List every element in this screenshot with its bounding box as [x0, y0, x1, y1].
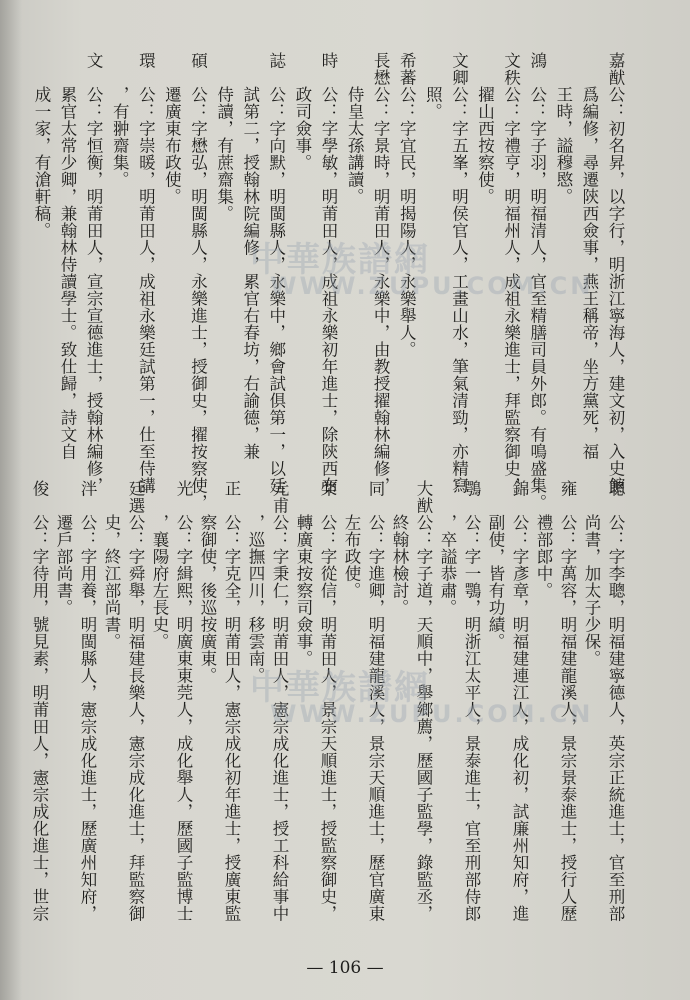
text-column: 鶚 公：字一鶚，明浙江太平人，景泰進士，官至刑部侍郎: [462, 480, 481, 922]
text-column: 泮 公：字用養，明閩縣人，憲宗成化進士，歷廣州知府，: [78, 480, 97, 922]
page-edge-shadow: [0, 0, 22, 1000]
text-column: 文 公：字恒衡，明莆田人，宣宗宣德進士，授翰林編修，: [84, 52, 104, 494]
text-column: 試第二，授翰林院編修，累官右春坊，右諭德，兼: [240, 52, 260, 460]
text-column: 侍讀，有蔗齋集。: [214, 52, 234, 222]
text-column: 遷廣東布政使。: [162, 52, 182, 205]
text-column: 聰 公：字李聰，明福建寧德人，英宗正統進士，官至刑部: [606, 480, 625, 922]
text-column: 光 公：字緝熙，明廣東東莞人，成化舉人，歷國子監博士: [174, 480, 193, 922]
text-column: 錦 公：字彥章，明福建連江人，成化初，試廉州知府，進: [510, 480, 529, 922]
text-column: 廷選公：字舜舉，明福建長樂人，憲宗成化進士，拜監察御: [126, 480, 145, 922]
text-column: 同 公：字進卿，明福建龍溪人，景宗天順進士，歷官廣東: [366, 480, 385, 922]
text-column: 文卿公：字五峯，明侯官人，工畫山水，筆氣清勁，亦精寫: [449, 52, 469, 494]
text-column: 擢山西按察使。: [475, 52, 495, 205]
text-column: 累官太常少卿，兼翰林侍讀學士。致仕歸，詩文自: [58, 52, 78, 460]
text-column: 察御使，後巡按廣東。: [198, 480, 217, 684]
text-column: 誌 公：字向默，明閩縣人，永樂中，鄉會試俱第一，以廷: [266, 52, 286, 494]
text-column: ，巡撫四川，移雲南。: [246, 480, 265, 684]
text-column: 轉廣東按察司僉事。: [294, 480, 313, 667]
text-column: 長懋公：字景時，明莆田人，永樂中，由教授擢翰林編修，: [371, 52, 391, 494]
lower-text-block: [30, 480, 630, 940]
page-number: — 106 —: [306, 958, 384, 978]
text-column: 尚書，加太子少保。: [582, 480, 601, 667]
text-column: 侍皇太孫講讀。: [345, 52, 365, 205]
upper-text-block: [30, 52, 630, 512]
watermark-logo-text-lower: 中華族譜網: [250, 668, 430, 708]
text-column: 時 公：字學敏，明莆田人，成祖永樂初年進士，除陝西布: [318, 52, 338, 494]
text-column: 終翰林檢討。: [390, 480, 409, 616]
text-column: 照。: [423, 52, 443, 120]
text-column: 成一家，有滄軒稿。: [31, 52, 51, 239]
text-column: 左布政使。: [342, 480, 361, 599]
text-column: ，襄陽府左長史。: [150, 480, 169, 650]
text-column: 禮部郎中。: [534, 480, 553, 599]
text-column: 史，終江部尚書。: [102, 480, 121, 650]
text-column: ，有翀齋集。: [110, 52, 130, 188]
watermark-logo-text: 中華族譜網: [250, 240, 430, 280]
text-column: 遷戶部尚書。: [54, 480, 73, 616]
text-column: 環 公：字崇暖，明莆田人，成祖永樂廷試第一，仕至侍講: [136, 52, 156, 494]
text-column: 鴻 公：字子羽，明福清人，官至精膳司員外郎。有鳴盛集。: [527, 52, 547, 511]
watermark-url-lower: WWW.ZUPU.COM.CN: [270, 700, 594, 728]
text-column: 俊 公：字待用，號見素，明莆田人，憲宗成化進士，世宗: [30, 480, 49, 922]
lower-columns: [30, 480, 630, 940]
text-column: 碩 公：字懋弘，明閩縣人，永樂進士，授御史，擢按察使，: [188, 52, 208, 511]
text-column: 希蕃公：字宜民，明揭陽人，永樂舉人。: [397, 52, 417, 358]
text-column: 嘉猷公：初名昇，以字行，明浙江寧海人，建文初，入史館: [606, 52, 625, 494]
text-column: ，卒謚恭肅。: [438, 480, 457, 616]
text-column: 王時，謚穆愍。: [553, 52, 573, 205]
text-column: 棨 公：字從信，明莆田人，景宗天順進士，授監察御史，: [318, 480, 337, 922]
text-column: 大猷公：字子道，天順中，舉鄉薦，歷國子監學，錄監丞，: [414, 480, 433, 922]
text-column: 爲編修，尋遷陝西僉事，燕王稱帝，坐方黨死，福: [579, 52, 599, 460]
watermark-url: WWW.ZUPU.COM.CN: [270, 272, 594, 300]
text-column: 正 公：字克全，明莆田人，憲宗成化初年進士，授廣東監: [222, 480, 241, 922]
text-column: 文秩公：字禮亨，明福州人，成祖永樂進士，拜監察御史，: [501, 52, 521, 494]
upper-columns: [30, 52, 630, 512]
text-column: 元甫公：字秉仁，明莆田人，憲宗成化進士，授工科給事中: [270, 480, 289, 922]
text-column: 政司僉事。: [292, 52, 312, 171]
text-column: 雍 公：字萬容，明福建龍溪人，景宗景泰進士，授行人歷: [558, 480, 577, 922]
text-column: 副使，皆有功績。: [486, 480, 505, 650]
